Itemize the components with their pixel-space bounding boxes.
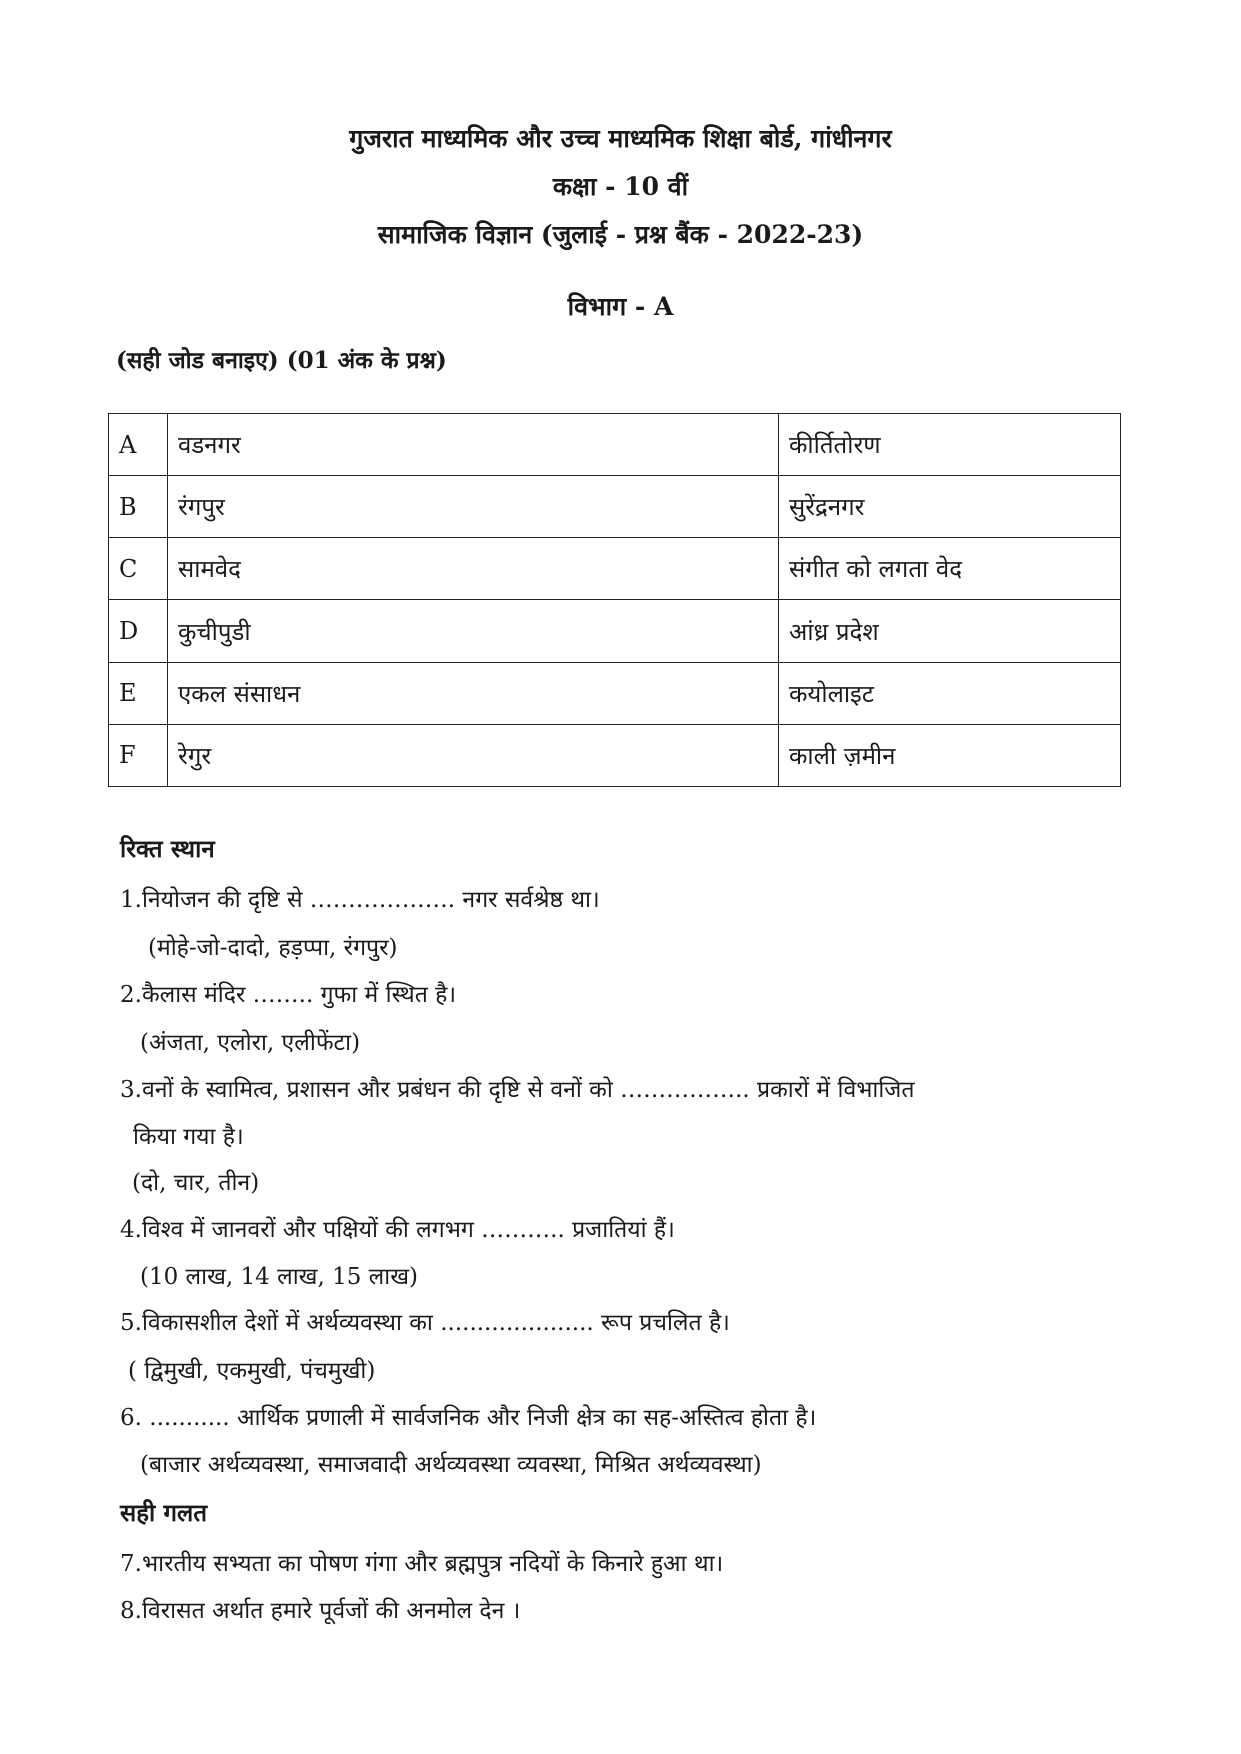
board-title: गुजरात माध्यमिक और उच्च माध्यमिक शिक्षा बोर्ड, गांधीनगर: [349, 124, 892, 153]
question-3: 3.वनों के स्वामित्व, प्रशासन और प्रबंधन की दृष्टि से वनों को …………….. प्रकारों में विभाजित: [120, 1077, 915, 1103]
table-row: [109, 538, 1121, 600]
question-2: 2.कैलास मंदिर …….. गुफा में स्थित है।: [120, 982, 457, 1008]
true-false-heading: सही गलत: [120, 1498, 208, 1527]
question-1-options: (मोहे-जो-दादो, हड़प्पा, रंगपुर): [148, 935, 398, 961]
question-7: 7.भारतीय सभ्यता का पोषण गंगा और ब्रह्मपुत्र नदियों के किनारे हुआ था।: [120, 1551, 724, 1577]
table-row: [109, 662, 1121, 724]
fill-blanks-heading: रिक्त स्थान: [120, 834, 215, 863]
question-1: 1.नियोजन की दृष्टि से ………………. नगर सर्वश्रेष्ठ था।: [120, 887, 600, 913]
match-table: [108, 413, 1121, 787]
row-right-item: सुरेंद्रनगर: [779, 476, 1121, 538]
row-left-item: एकल संसाधन: [168, 662, 779, 724]
row-right-item: आंध्र प्रदेश: [779, 600, 1121, 662]
question-4-options: (10 लाख, 14 लाख, 15 लाख): [140, 1264, 419, 1290]
question-3-options: (दो, चार, तीन): [132, 1170, 260, 1196]
question-6: 6. ........... आर्थिक प्रणाली में सार्वजनिक और निजी क्षेत्र का सह-अस्तित्व होता है।: [120, 1405, 817, 1431]
row-letter: B: [109, 476, 168, 538]
section-title: विभाग - A: [567, 292, 674, 321]
question-6-options: (बाजार अर्थव्यवस्था, समाजवादी अर्थव्यवस्था व्यवस्था, मिश्रित अर्थव्यवस्था): [140, 1452, 762, 1478]
question-3-continuation: किया गया है।: [133, 1124, 244, 1150]
row-right-item: कयोलाइट: [779, 662, 1121, 724]
class-title: कक्षा - 10 वीं: [552, 172, 689, 201]
row-right-item: कीर्तितोरण: [779, 414, 1121, 476]
row-left-item: सामवेद: [168, 538, 779, 600]
match-instruction: (सही जोड बनाइए) (01 अंक के प्रश्न): [116, 347, 447, 374]
row-letter: D: [109, 600, 168, 662]
table-row: [109, 724, 1121, 786]
row-letter: C: [109, 538, 168, 600]
table-row: [109, 476, 1121, 538]
row-letter: F: [109, 724, 168, 786]
row-letter: A: [109, 414, 168, 476]
question-5-options: ( द्विमुखी, एकमुखी, पंचमुखी): [128, 1358, 376, 1384]
question-4: 4.विश्व में जानवरों और पक्षियों की लगभग ……….. प्रजातियां हैं।: [120, 1217, 675, 1243]
row-left-item: कुचीपुडी: [168, 600, 779, 662]
question-2-options: (अंजता, एलोरा, एलीफेंटा): [140, 1030, 361, 1056]
row-letter: E: [109, 662, 168, 724]
question-8: 8.विरासत अर्थात हमारे पूर्वजों की अनमोल देन ।: [120, 1598, 521, 1624]
row-left-item: रंगपुर: [168, 476, 779, 538]
table-row: [109, 600, 1121, 662]
row-left-item: रेगुर: [168, 724, 779, 786]
subject-title: सामाजिक विज्ञान (जुलाई - प्रश्न बैंक - 2022-23): [377, 220, 864, 249]
question-5: 5.विकासशील देशों में अर्थव्यवस्था का ..................... रूप प्रचलित है।: [120, 1310, 730, 1336]
row-right-item: काली ज़मीन: [779, 724, 1121, 786]
row-right-item: संगीत को लगता वेद: [779, 538, 1121, 600]
table-row: [109, 414, 1121, 476]
row-left-item: वडनगर: [168, 414, 779, 476]
